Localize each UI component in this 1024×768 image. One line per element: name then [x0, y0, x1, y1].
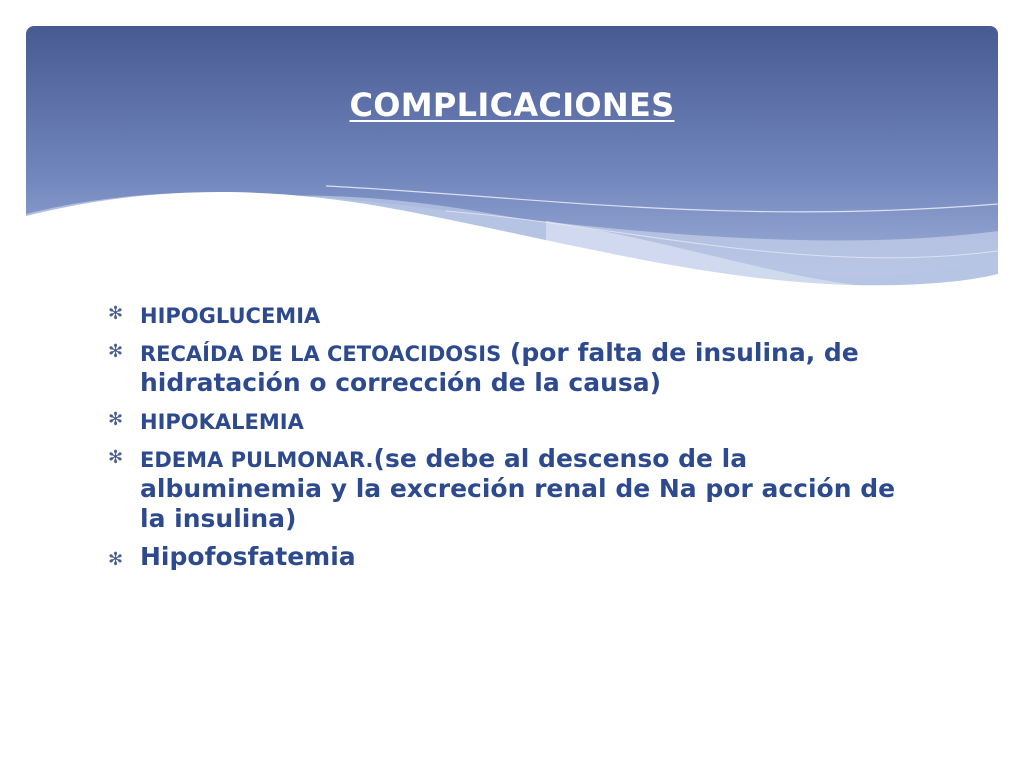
bullet-caps-text: RECAÍDA DE LA CETOACIDOSIS: [140, 342, 502, 366]
asterisk-bullet-icon: ✻: [108, 303, 124, 324]
header-band: [26, 26, 998, 296]
asterisk-bullet-icon: ✻: [108, 341, 124, 362]
bullet-caps-text: EDEMA PULMONAR.: [140, 448, 374, 472]
list-item: [106, 338, 906, 398]
bullet-caps-text: HIPOKALEMIA: [140, 410, 304, 434]
asterisk-bullet-icon: ✻: [108, 549, 124, 570]
list-item: [106, 300, 906, 330]
bullet-list: [106, 300, 906, 580]
bullet-caps-text: HIPOGLUCEMIA: [140, 304, 321, 328]
list-item: [106, 542, 906, 572]
slide-title: COMPLICACIONES: [349, 86, 675, 124]
bullet-rest-text: (se debe al descenso de la albuminemia y la excreción renal de Na por acción de la insulina): [140, 444, 896, 533]
asterisk-bullet-icon: ✻: [108, 447, 124, 468]
asterisk-bullet-icon: ✻: [108, 409, 124, 430]
list-item: [106, 406, 906, 436]
bullet-rest-text: (por falta de insulina, de hidratación o corrección de la causa): [140, 338, 859, 397]
list-item: [106, 444, 906, 534]
header-wave-decoration: [26, 26, 998, 296]
bullet-rest-text: Hipofosfatemia: [140, 542, 356, 571]
